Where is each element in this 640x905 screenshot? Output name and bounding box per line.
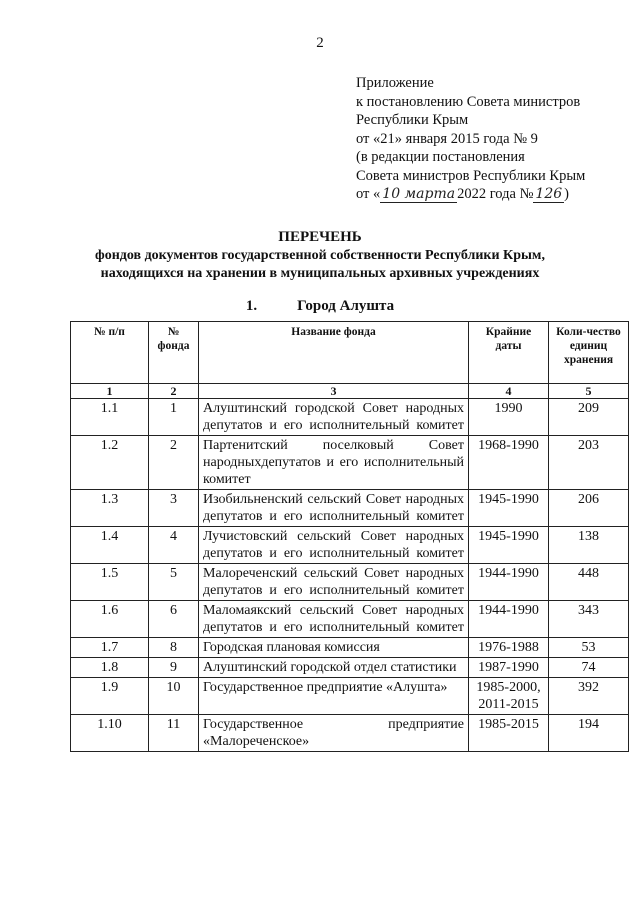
- table-row: [71, 490, 629, 527]
- document-title-block: [0, 228, 640, 283]
- cell-fond: 6: [149, 601, 199, 638]
- table-row: [71, 399, 629, 436]
- cell-units: 194: [549, 715, 629, 752]
- cell-pp: 1.9: [71, 678, 149, 715]
- section-heading: [0, 298, 640, 315]
- appendix-last-line: [356, 185, 626, 204]
- cell-name: Маломаякский сельский Совет народных депутатов и его исполнительный комитет: [199, 601, 469, 638]
- cell-name: Малореченский сельский Совет народных депутатов и его исполнительный комитет: [199, 564, 469, 601]
- cell-dates: 1990: [469, 399, 549, 436]
- cell-name: Городская плановая комиссия: [199, 638, 469, 658]
- appendix-block: [356, 74, 626, 204]
- cell-pp: 1.8: [71, 658, 149, 678]
- page-number: 2: [316, 35, 324, 51]
- table-row: [71, 678, 629, 715]
- appendix-line: Совета министров Республики Крым: [356, 167, 586, 184]
- cell-name: Лучистовский сельский Совет народных депутатов и его исполнительный комитет: [199, 527, 469, 564]
- cell-units: 203: [549, 436, 629, 490]
- cell-pp: 1.6: [71, 601, 149, 638]
- cell-pp: 1.2: [71, 436, 149, 490]
- cell-units: 392: [549, 678, 629, 715]
- cell-dates: 1945-1990: [469, 490, 549, 527]
- cell-units: 53: [549, 638, 629, 658]
- handwritten-number: 126: [535, 186, 563, 202]
- document-subtitle-line-2: находящихся на хранении в муниципальных архивных учреждениях: [100, 266, 540, 281]
- appendix-line: от «21» января 2015 года № 9: [356, 130, 538, 147]
- cell-pp: 1.5: [71, 564, 149, 601]
- cell-pp: 1.4: [71, 527, 149, 564]
- cell-units: 209: [549, 399, 629, 436]
- cell-units: 206: [549, 490, 629, 527]
- header-name: Название фонда: [199, 322, 469, 384]
- cell-units: 74: [549, 658, 629, 678]
- table-header-row: [71, 322, 629, 384]
- document-subtitle-line-1: фондов документов государственной собственности Республики Крым,: [95, 248, 545, 263]
- table-row: [71, 638, 629, 658]
- table-row: [71, 715, 629, 752]
- table-row: [71, 601, 629, 638]
- header-units: Коли-чество единиц хранения: [549, 322, 629, 384]
- cell-name: Изобильненский сельский Совет народных депутатов и его исполнительный комитет: [199, 490, 469, 527]
- cell-dates: 1985-2000, 2011-2015: [469, 678, 549, 715]
- appendix-suffix: ): [564, 186, 569, 202]
- cell-name: Государственное предприятие «Алушта»: [199, 678, 469, 715]
- cell-dates: 1976-1988: [469, 638, 549, 658]
- cell-fond: 3: [149, 490, 199, 527]
- cell-name: Алуштинский городской Совет народных депутатов и его исполнительный комитет: [199, 399, 469, 436]
- appendix-line: к постановлению Совета министров: [356, 93, 581, 110]
- cell-fond: 9: [149, 658, 199, 678]
- appendix-line: Приложение: [356, 75, 434, 91]
- section-number: 1.: [245, 298, 258, 314]
- index-cell: 4: [469, 384, 549, 399]
- section-name: Город Алушта: [297, 298, 395, 314]
- funds-table: [70, 321, 629, 752]
- cell-dates: 1944-1990: [469, 601, 549, 638]
- appendix-prefix: от «: [356, 186, 381, 202]
- cell-dates: 1985-2015: [469, 715, 549, 752]
- cell-dates: 1945-1990: [469, 527, 549, 564]
- cell-fond: 1: [149, 399, 199, 436]
- cell-pp: 1.7: [71, 638, 149, 658]
- cell-pp: 1.1: [71, 399, 149, 436]
- cell-fond: 11: [149, 715, 199, 752]
- cell-name: Алуштинский городской отдел статистики: [199, 658, 469, 678]
- cell-units: 343: [549, 601, 629, 638]
- table-row: [71, 564, 629, 601]
- table-index-row: [71, 384, 629, 399]
- cell-pp: 1.3: [71, 490, 149, 527]
- cell-units: 138: [549, 527, 629, 564]
- cell-fond: 4: [149, 527, 199, 564]
- document-title: ПЕРЕЧЕНЬ: [278, 229, 362, 245]
- table-row: [71, 436, 629, 490]
- header-fond: № фонда: [149, 322, 199, 384]
- header-dates: Крайние даты: [469, 322, 549, 384]
- table-row: [71, 658, 629, 678]
- table-row: [71, 527, 629, 564]
- cell-fond: 10: [149, 678, 199, 715]
- index-cell: 1: [71, 384, 149, 399]
- appendix-line: Республики Крым: [356, 112, 469, 128]
- cell-units: 448: [549, 564, 629, 601]
- cell-dates: 1968-1990: [469, 436, 549, 490]
- cell-name: Государственное предприятие «Малореченское»: [199, 715, 469, 752]
- cell-pp: 1.10: [71, 715, 149, 752]
- index-cell: 3: [199, 384, 469, 399]
- cell-fond: 8: [149, 638, 199, 658]
- index-cell: 2: [149, 384, 199, 399]
- cell-name: Партенитский поселковый Совет народныхдепутатов и его исполнительный комитет: [199, 436, 469, 490]
- cell-dates: 1944-1990: [469, 564, 549, 601]
- cell-fond: 5: [149, 564, 199, 601]
- cell-fond: 2: [149, 436, 199, 490]
- handwritten-date: 10 марта: [382, 186, 456, 202]
- header-pp: № п/п: [71, 322, 149, 384]
- appendix-middle: 2022 года №: [457, 186, 534, 202]
- appendix-line: (в редакции постановления: [356, 149, 525, 165]
- index-cell: 5: [549, 384, 629, 399]
- cell-dates: 1987-1990: [469, 658, 549, 678]
